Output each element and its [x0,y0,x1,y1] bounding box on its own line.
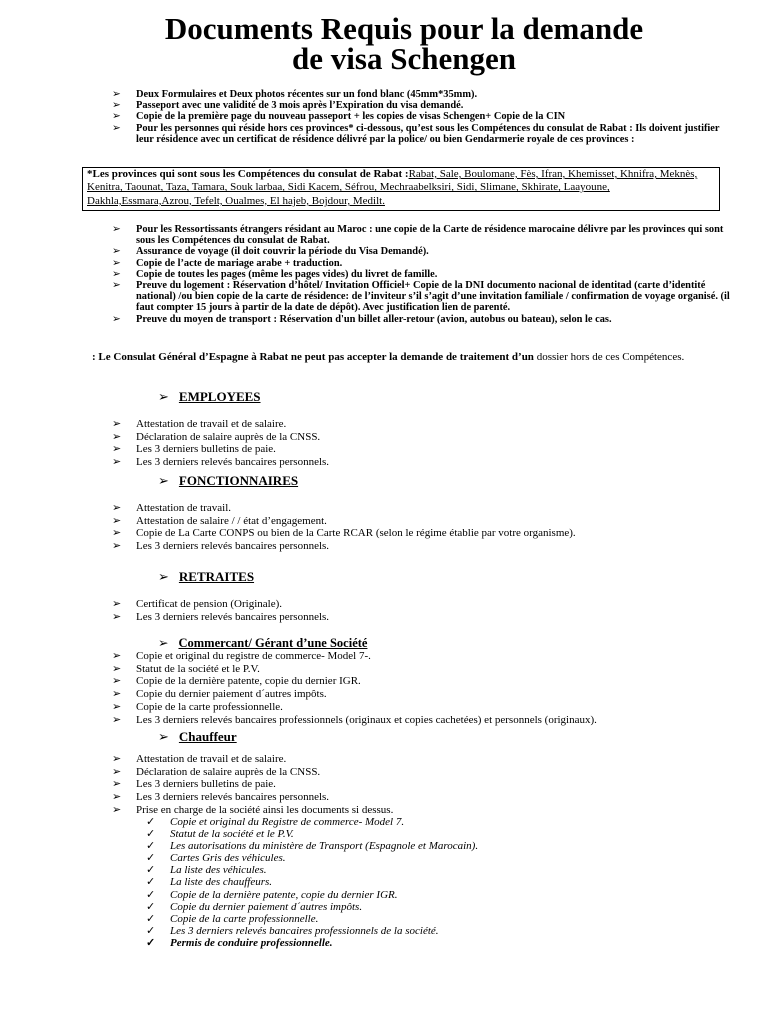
checklist-item: ✓ Statut de la société et le P.V. [146,828,294,841]
arrow-bullet-icon: ➢ [112,280,121,292]
checklist-item: ✓ La liste des chauffeurs. [146,876,273,889]
arrow-bullet-icon: ➢ [112,246,121,258]
list-item: ➢ Attestation de travail et de salaire. [112,418,287,430]
list-item: ➢ Copie du dernier paiement d´autres impôts. [112,688,327,701]
arrow-bullet-icon: ➢ [112,313,121,325]
checklist-item: ✓ Copie et original du Registre de commerce- Model 7. [146,816,405,828]
consulate-note: : Le Consulat Général d’Espagne à Rabat ne peut pas accepter la demande de traitement d’un dossier hors de ces Compétences. [92,351,685,363]
chauffeur-list [112,753,712,817]
arrow-bullet-icon: ➢ [112,610,122,623]
provinces-box [82,167,720,211]
list-item: ➢ Les 3 derniers relevés bancaires personnels. [112,791,330,804]
list-item: ➢ Copie de La Carte CONPS ou bien de la Carte RCAR (selon le régime établie par votre organisme). [112,527,576,540]
arrow-bullet-icon: ➢ [158,729,169,744]
list-item: ➢ Les 3 derniers relevés bancaires personnels. [112,456,330,469]
category-heading-chauffeur: ➢ Chauffeur [158,729,237,744]
list-item: ➢ Les 3 derniers relevés bancaires professionnels (originaux et copies cachetées) et personnels (originaux). [112,713,597,726]
arrow-bullet-icon: ➢ [112,257,121,269]
list-item: ➢ Copie de la carte professionnelle. [112,700,283,713]
list-item: ➢ Pour les Ressortissants étrangers résidant au Maroc : une copie de la Carte de résidence marocaine délivre par les provinces qui sont sous les Compétences du consulat de Rabat. [112,224,724,247]
chauffeur-sub-checklist [146,816,646,949]
arrow-bullet-icon: ➢ [112,688,122,701]
arrow-bullet-icon: ➢ [112,675,122,688]
checkmark-icon: ✓ [146,864,156,877]
checklist-item: ✓ Cartes Gris des véhicules. [146,852,286,865]
arrow-bullet-icon: ➢ [112,89,121,100]
list-item: ➢ Copie de toutes les pages (même les pages vides) du livret de famille. [112,268,438,280]
checkmark-icon: ✓ [146,912,156,925]
arrow-bullet-icon: ➢ [112,650,122,662]
list-item: ➢ Prise en charge de la société ainsi les documents si dessus. [112,803,394,816]
provinces-lead: *Les provinces qui sont sous les Compétences du consulat de Rabat : [87,168,409,180]
arrow-bullet-icon: ➢ [112,791,122,804]
list-item: ➢ Passeport avec une validité de 3 mois après l’Expiration du visa demandé. [112,100,464,112]
fonctionnaires-list [112,502,712,553]
list-item: ➢ Attestation de salaire / / état d’engagement. [112,514,327,527]
arrow-bullet-icon: ➢ [112,765,122,778]
list-item: ➢ Attestation de travail et de salaire. [112,753,287,765]
general-requirements-list [112,89,732,145]
employees-list [112,418,712,469]
checkmark-icon: ✓ [146,852,156,865]
checkmark-icon: ✓ [146,924,156,937]
commercant-list [112,650,712,726]
checklist-item: ✓ Copie du dernier paiement d´autres impôts. [146,900,363,913]
list-item: ➢ Preuve du moyen de transport : Réservation d'un billet aller-retour (avion, autobus ou bateau), selon le cas. [112,313,612,325]
list-item: ➢ Deux Formulaires et Deux photos récentes sur un fond blanc (45mm*35mm). [112,89,478,100]
checkmark-icon: ✓ [146,888,156,901]
arrow-bullet-icon: ➢ [158,473,169,488]
list-item: ➢ Pour les personnes qui réside hors ces provinces* ci-dessous, qu’est sous les Compétences du consulat de Rabat : Ils doivent justifier leur résidence avec un certificat de résidence délivré par la police/ ou bien Gendarmerie royale de ces provinces : [112,122,720,145]
list-item: ➢ Déclaration de salaire auprès de la CNSS. [112,765,321,778]
checklist-item: ✓ Permis de conduire professionnelle. [146,936,333,949]
checklist-item: ✓ Les 3 derniers relevés bancaires professionnels de la société. [146,924,439,937]
list-item: ➢ Assurance de voyage (il doit couvrir la période du Visa Demandé). [112,246,429,258]
arrow-bullet-icon: ➢ [112,700,122,713]
list-item: ➢ Les 3 derniers relevés bancaires personnels. [112,540,330,553]
arrow-bullet-icon: ➢ [112,111,121,123]
checkmark-icon: ✓ [146,876,156,889]
arrow-bullet-icon: ➢ [112,540,122,553]
checklist-item: ✓ Copie de la carte professionnelle. [146,912,319,925]
arrow-bullet-icon: ➢ [112,430,122,443]
category-heading-retraites: ➢ RETRAITES [158,569,255,584]
checkmark-icon: ✓ [146,900,156,913]
list-item: ➢ Les 3 derniers bulletins de paie. [112,443,276,456]
category-heading-fonctionnaires: ➢ FONCTIONNAIRES [158,473,299,488]
arrow-bullet-icon: ➢ [158,569,169,584]
arrow-bullet-icon: ➢ [112,713,122,726]
category-heading-employees: ➢ EMPLOYEES [158,389,261,404]
list-item: ➢ Les 3 derniers bulletins de paie. [112,778,276,791]
retraites-list [112,598,712,623]
list-item: ➢ Preuve du logement : Réservation d’hôtel/ Invitation Officiel+ Copie de la DNI documento nacional de identitad (carte d’identité national) /ou bien copie de la carte de résidence: de l’inviteur s’il s’agit d’une invitation familiale / confirmation de voyage organisé. (il faut compter 15 jours à partir de la date de dépôt). Avec justification lien de parenté. [112,280,730,314]
arrow-bullet-icon: ➢ [112,753,122,765]
additional-requirements-list [112,224,732,325]
list-item: ➢ Les 3 derniers relevés bancaires personnels. [112,610,330,623]
arrow-bullet-icon: ➢ [112,100,121,112]
arrow-bullet-icon: ➢ [112,502,122,514]
checkmark-icon: ✓ [146,936,156,949]
list-item: ➢ Déclaration de salaire auprès de la CNSS. [112,430,321,443]
list-item: ➢ Copie de la dernière patente, copie du dernier IGR. [112,675,361,688]
checkmark-icon: ✓ [146,828,156,841]
arrow-bullet-icon: ➢ [112,443,122,456]
arrow-bullet-icon: ➢ [112,514,122,527]
arrow-bullet-icon: ➢ [158,636,169,650]
category-heading-commercant: ➢ Commercant/ Gérant d’une Société [158,636,368,650]
checkmark-icon: ✓ [146,840,156,853]
arrow-bullet-icon: ➢ [112,803,122,816]
arrow-bullet-icon: ➢ [112,418,122,430]
page-title-line-2: de visa Schengen [292,41,516,76]
list-item: ➢ Copie et original du registre de commerce- Model 7-. [112,650,371,662]
arrow-bullet-icon: ➢ [112,224,121,235]
arrow-bullet-icon: ➢ [112,456,122,469]
arrow-bullet-icon: ➢ [112,122,121,134]
list-item: ➢ Statut de la société et le P.V. [112,662,260,675]
provinces-list: Rabat, Sale, Boulomane, Fès, Ifran, Khemisset, Khnifra, Meknès, Kenitra, Taounat, Taza, Tamara, Souk larbaa, Sidi Kacem, Séfrou, Mechraabelksiri, Sidi, Slimane, Skhirate, Laayoune, Dakhla,Essmara,Azrou, Tefelt, Oualmes, El hajeb, Bojdour, Medilt. [87,168,698,207]
arrow-bullet-icon: ➢ [158,389,169,404]
arrow-bullet-icon: ➢ [112,268,121,280]
arrow-bullet-icon: ➢ [112,778,122,791]
list-item: ➢ Copie de la première page du nouveau passeport + les copies de visas Schengen+ Copie de la CIN [112,111,566,123]
checklist-item: ✓ Les autorisations du ministère de Transport (Espagnole et Marocain). [146,840,479,853]
arrow-bullet-icon: ➢ [112,527,122,540]
arrow-bullet-icon: ➢ [112,662,122,675]
page-title-line-1: Documents Requis pour la demande [164,11,644,46]
list-item: ➢ Certificat de pension (Originale). [112,598,283,610]
list-item: ➢ Copie de l’acte de mariage arabe + traduction. [112,257,343,269]
checklist-item: ✓ La liste des véhicules. [146,864,267,877]
checkmark-icon: ✓ [146,816,156,828]
arrow-bullet-icon: ➢ [112,598,122,610]
checklist-item: ✓ Copie de la dernière patente, copie du dernier IGR. [146,888,398,901]
list-item: ➢ Attestation de travail. [112,502,231,514]
